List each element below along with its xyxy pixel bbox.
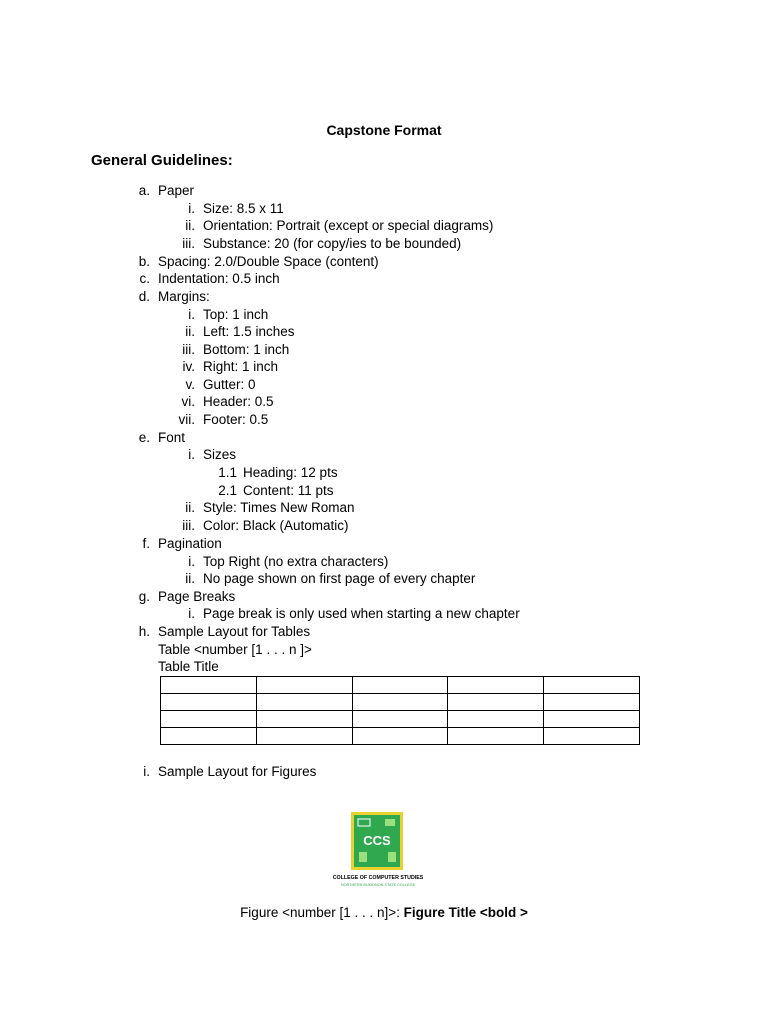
list-marker: iv. <box>182 359 195 374</box>
list-item-text: Table <number [1 . . . n ]> <box>158 642 312 657</box>
list-item <box>188 605 520 622</box>
list-item <box>188 200 284 217</box>
list-item-text: Margins: <box>158 289 210 304</box>
table-row <box>161 677 640 694</box>
list-marker: vi. <box>181 394 195 409</box>
table-cell <box>448 694 544 711</box>
list-item-text: Bottom: 1 inch <box>203 342 290 357</box>
table-cell <box>256 694 352 711</box>
list-item <box>181 393 274 410</box>
table-row <box>161 694 640 711</box>
list-item <box>178 411 269 428</box>
list-item-text: Style: Times New Roman <box>203 500 355 515</box>
table-cell <box>352 728 448 745</box>
list-item <box>138 253 379 270</box>
table-cell <box>256 728 352 745</box>
table-cell <box>352 694 448 711</box>
list-item-text: Substance: 20 (for copy/ies to be bounded) <box>203 236 462 251</box>
list-item-text: Gutter: 0 <box>203 377 256 392</box>
table-row <box>161 711 640 728</box>
logo-badge: CCS <box>363 833 391 848</box>
list-item <box>138 288 210 305</box>
table-row <box>161 728 640 745</box>
list-item-text: Page break is only used when starting a new chapter <box>203 606 520 621</box>
list-marker: b. <box>138 254 150 269</box>
list-marker: iii. <box>182 518 195 533</box>
list-item <box>182 235 462 252</box>
table-cell <box>161 728 257 745</box>
list-item <box>143 763 317 780</box>
list-item <box>139 270 280 287</box>
list-item <box>218 482 334 499</box>
page-title: Capstone Format <box>326 122 442 138</box>
list-marker: i. <box>188 201 195 216</box>
table-cell <box>544 728 640 745</box>
logo-block <box>359 852 367 862</box>
table-cell <box>161 677 257 694</box>
list-item-text: No page shown on first page of every chapter <box>203 571 476 586</box>
list-item <box>182 358 279 375</box>
list-item <box>185 217 494 234</box>
list-item-text: Table Title <box>158 659 219 674</box>
list-marker: f. <box>142 536 150 551</box>
list-item-text: Left: 1.5 inches <box>203 324 295 339</box>
list-marker: d. <box>138 289 150 304</box>
list-item <box>138 623 311 640</box>
list-item <box>182 517 349 534</box>
list-item-text: Color: Black (Automatic) <box>203 518 349 533</box>
ccs-logo <box>333 810 423 890</box>
list-item <box>138 429 186 446</box>
list-marker: c. <box>139 271 150 286</box>
list-item-text: Font <box>158 430 186 445</box>
list-item-text: Top Right (no extra characters) <box>203 554 389 569</box>
list-item-text: Right: 1 inch <box>203 359 279 374</box>
logo-line2: NORTHERN BUKIDNON STATE COLLEGE <box>340 883 416 887</box>
list-marker: a. <box>138 183 150 198</box>
list-item <box>188 306 269 323</box>
list-item <box>142 535 222 552</box>
list-marker: iii. <box>182 236 195 251</box>
list-marker: h. <box>138 624 150 639</box>
list-item <box>185 499 355 516</box>
list-item-text: Indentation: 0.5 inch <box>158 271 280 286</box>
table-cell <box>256 677 352 694</box>
list-marker: ii. <box>185 324 195 339</box>
table-cell <box>161 711 257 728</box>
list-item <box>218 464 338 481</box>
list-item-text: Header: 0.5 <box>203 394 274 409</box>
figure-caption <box>0 905 768 920</box>
list-marker: 1.1 <box>218 465 237 480</box>
list-marker: 2.1 <box>218 483 237 498</box>
section-heading: General Guidelines: <box>91 152 233 169</box>
table-cell <box>544 677 640 694</box>
sample-table <box>160 676 640 745</box>
list-item-text: Spacing: 2.0/Double Space (content) <box>158 254 379 269</box>
figure-caption-title: Figure Title <bold > <box>403 905 528 920</box>
list-item-text: Page Breaks <box>158 589 236 604</box>
list-item-text: Orientation: Portrait (except or special diagrams) <box>203 218 494 233</box>
table-cell <box>161 694 257 711</box>
list-item-text: Top: 1 inch <box>203 307 269 322</box>
list-marker: e. <box>138 430 150 445</box>
list-item <box>158 641 312 658</box>
list-marker: v. <box>185 377 195 392</box>
list-item-text: Sample Layout for Figures <box>158 764 317 779</box>
list-item-text: Sample Layout for Tables <box>158 624 311 639</box>
list-marker: ii. <box>185 500 195 515</box>
list-marker: g. <box>138 589 150 604</box>
list-item-text: Paper <box>158 183 195 198</box>
table-cell <box>544 711 640 728</box>
list-item <box>185 376 256 393</box>
list-marker: i. <box>188 554 195 569</box>
list-marker: iii. <box>182 342 195 357</box>
table-cell <box>448 728 544 745</box>
list-marker: i. <box>188 606 195 621</box>
list-item <box>182 341 290 358</box>
table-cell <box>352 711 448 728</box>
list-item <box>188 446 237 463</box>
list-marker: ii. <box>185 218 195 233</box>
table-cell <box>256 711 352 728</box>
list-item-text: Sizes <box>203 447 237 462</box>
list-item <box>188 553 389 570</box>
list-item-text: Heading: 12 pts <box>243 465 338 480</box>
list-marker: i. <box>188 447 195 462</box>
table-cell <box>448 677 544 694</box>
list-item-text: Size: 8.5 x 11 <box>203 201 284 216</box>
logo-block <box>388 852 396 862</box>
list-item <box>138 588 236 605</box>
table-cell <box>352 677 448 694</box>
list-marker: i. <box>188 307 195 322</box>
logo-block <box>385 819 395 826</box>
table-cell <box>544 694 640 711</box>
list-item-text: Footer: 0.5 <box>203 412 269 427</box>
list-item <box>138 182 195 199</box>
list-item-text: Pagination <box>158 536 222 551</box>
list-item <box>185 323 295 340</box>
list-marker: vii. <box>178 412 195 427</box>
logo-line1: COLLEGE OF COMPUTER STUDIES <box>333 875 423 881</box>
list-marker: ii. <box>185 571 195 586</box>
table-cell <box>448 711 544 728</box>
list-item-text: Content: 11 pts <box>243 483 334 498</box>
list-item <box>185 570 476 587</box>
list-marker: i. <box>143 764 150 779</box>
figure-caption-prefix: Figure <number [1 . . . n]>: <box>240 905 404 920</box>
list-item <box>158 658 219 675</box>
